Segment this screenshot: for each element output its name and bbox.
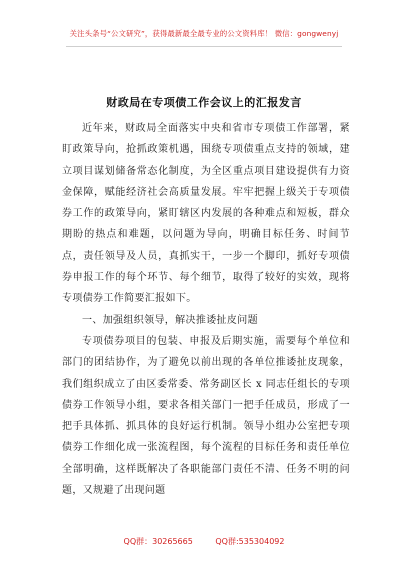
section-paragraph: 专项债券项目的包装、申报及后期实施，需要每个单位和部门的团结协作，为了避免以前出现的各单位推诿扯皮现象，我们组织成立了由区委常委、常务副区长 x 同志任组长的专项债券工作领导小组，要求各相关部门一把手任成员，形成了一把手具体抓、抓具体的良好运行机制。领导小组办公室把专项债券工作细化成一张流程图，每个流程的目标任务和责任单位全部明确，这样既解决了各职能部门责任不清、任务不明的问题，又规避了出现问题 bbox=[62, 335, 350, 497]
document-body bbox=[62, 118, 350, 501]
section-heading: 一、加强组织领导，解决推诿扯皮问题 bbox=[82, 314, 258, 326]
document-title: 财政局在专项债工作会议上的汇报发言 bbox=[106, 96, 302, 109]
footer-qq-group-2: QQ群:535304092 bbox=[215, 537, 285, 546]
header-divider bbox=[66, 46, 342, 47]
header-banner: 关注头条号“公文研究”，获得最新最全最专业的公文资料库！ 微信：gongwenyj bbox=[69, 29, 339, 38]
footer bbox=[0, 536, 408, 547]
footer-qq-group-1: QQ群：30265665 bbox=[123, 537, 193, 546]
intro-paragraph: 近年来，财政局全面落实中央和省市专项债工作部署，紧盯政策导向，抢抓政策机遇，围绕专项债重点支持的领域，建立项目谋划储备常态化制度，为全区重点项目建设提供有力资金保障，赋能经济社会高质量发展。牢牢把握上级关于专项债券工作的政策导向，紧盯辖区内发展的各种难点和短板，群众期盼的热点和难题，以问题为导向，明确目标任务、时间节点，责任领导及人员，真抓实干，一步一个脚印，抓好专项债券申报工作的每个环节、每个细节，取得了较好的实效，现将专项债券工作简要汇报如下。 bbox=[62, 123, 350, 305]
